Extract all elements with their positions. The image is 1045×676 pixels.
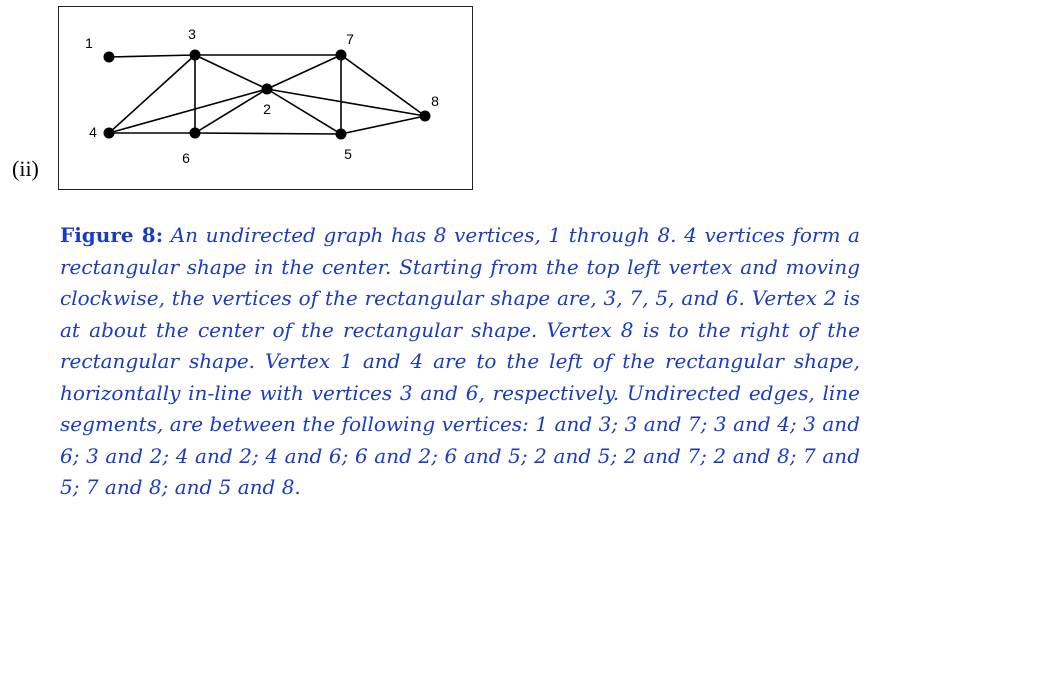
vertex-6 <box>190 128 201 139</box>
edge-6-2 <box>195 89 267 133</box>
graph-figure <box>58 6 473 190</box>
vertex-label-5: 5 <box>344 146 352 162</box>
edge-5-8 <box>341 116 425 134</box>
vertex-label-8: 8 <box>431 93 439 109</box>
vertex-5 <box>336 129 347 140</box>
vertex-layer <box>85 26 439 166</box>
vertex-2 <box>262 84 273 95</box>
vertex-label-4: 4 <box>89 124 97 140</box>
vertex-8 <box>420 111 431 122</box>
edge-2-7 <box>267 55 341 89</box>
edge-7-8 <box>341 55 425 116</box>
graph-diagram <box>59 7 472 189</box>
caption-label: Figure 8: <box>60 223 164 247</box>
vertex-4 <box>104 128 115 139</box>
vertex-1 <box>104 52 115 63</box>
caption-text: An undirected graph has 8 vertices, 1 through 8. 4 vertices form a rectangular shape in the center. Starting from the top left vertex and moving clockwise, the vertices of the rectangular shape are, 3, 7, 5, and 6. Vertex 2 is at about the center of the rectangular shape. Vertex 8 is to the right of the rectangular shape. Vertex 1 and 4 are to the left of the rectangular shape, horizontally in-line with vertices 3 and 6, respectively. Undirected edges, line segments, are between the following vertices: 1 and 3; 3 and 7; 3 and 4; 3 and 6; 3 and 2; 4 and 2; 4 and 6; 6 and 2; 6 and 5; 2 and 5; 2 and 7; 2 and 8; 7 and 5; 7 and 8; and 5 and 8. <box>60 223 860 499</box>
vertex-label-6: 6 <box>182 150 190 166</box>
item-label: (ii) <box>12 156 39 181</box>
vertex-label-1: 1 <box>85 35 93 51</box>
figure-caption <box>60 220 860 504</box>
vertex-label-7: 7 <box>346 31 354 47</box>
vertex-7 <box>336 50 347 61</box>
vertex-label-3: 3 <box>188 26 196 42</box>
edge-6-5 <box>195 133 341 134</box>
vertex-3 <box>190 50 201 61</box>
vertex-label-2: 2 <box>263 101 271 117</box>
edge-1-3 <box>109 55 195 57</box>
edge-3-2 <box>195 55 267 89</box>
